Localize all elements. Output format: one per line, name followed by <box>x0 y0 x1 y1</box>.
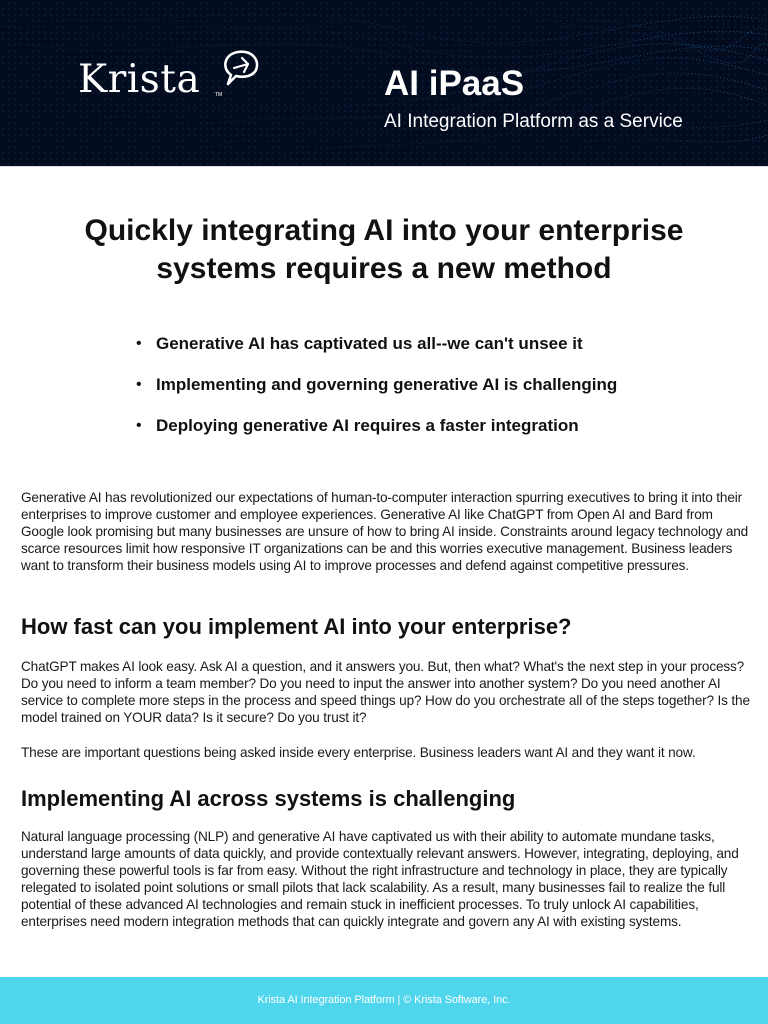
key-points-list <box>136 333 617 456</box>
product-title: AI iPaaS <box>384 64 525 103</box>
section-paragraph: ChatGPT makes AI look easy. Ask AI a question, and it answers you. But, then what? What's the next step in your process? Do you need to inform a team member? Do you need to input the answer into another system? Do you need another AI service to complete more steps in the process and speed things up? How do you orchestrate all of the steps together? Is the model trained on YOUR data? Is it secure? Do you trust it? <box>21 659 750 726</box>
section-paragraph: Natural language processing (NLP) and generative AI have captivated us with their ability to automate mundane tasks, understand large amounts of data quickly, and provide contextually relevant answers. However, integrating, deploying, and governing these powerful tools is far from easy. Without the right infrastructure and technology in place, they are typically relegated to isolated point solutions or small pilots that lack scalability. As a result, many businesses fail to realize the full potential of these advanced AI technologies and remain stuck in inefficient processes. To truly unlock AI capabilities, enterprises need modern integration methods that can quickly integrate and govern any AI with existing systems. <box>21 829 739 930</box>
bullet-icon: • <box>136 335 142 352</box>
footer-copyright: Krista AI Integration Platform | © Krista Software, Inc. <box>257 994 511 1006</box>
speech-bubble-arrow-icon <box>220 46 262 88</box>
section-heading-challenges: Implementing AI across systems is challenging <box>21 786 516 811</box>
product-subtitle: AI Integration Platform as a Service <box>384 111 683 132</box>
key-point <box>136 415 617 456</box>
key-point <box>136 374 617 415</box>
logo-wordmark: Krista <box>78 57 201 102</box>
page-title <box>0 212 768 288</box>
section-paragraph: These are important questions being asked inside every enterprise. Business leaders want AI and they want it now. <box>21 745 696 760</box>
page-title-line-2: systems requires a new method <box>156 252 612 285</box>
page-title-line-1: Quickly integrating AI into your enterprise <box>84 214 684 247</box>
trademark-mark: TM <box>215 92 223 98</box>
bullet-icon: • <box>136 376 142 393</box>
header-divider <box>0 166 768 167</box>
header-banner <box>0 0 768 167</box>
section-heading-implementation-speed: How fast can you implement AI into your enterprise? <box>21 614 572 639</box>
key-point-text: Generative AI has captivated us all--we can't unsee it <box>156 334 583 353</box>
key-point-text: Deploying generative AI requires a faster integration <box>156 416 579 435</box>
bullet-icon: • <box>136 417 142 434</box>
key-point-text: Implementing and governing generative AI is challenging <box>156 375 618 394</box>
footer-bar <box>0 977 768 1024</box>
intro-paragraph: Generative AI has revolutionized our expectations of human-to-computer interaction spurring executives to bring it into their enterprises to improve customer and employee experiences. Generative AI like ChatGPT from Open AI and Bard from Google look promising but many businesses are unsure of how to bring AI inside. Constraints around legacy technology and scarce resources limit how responsive IT organizations can be and this worries executive management. Business leaders want to transform their business models using AI to improve processes and defend against competitive pressures. <box>21 490 749 574</box>
key-point <box>136 333 617 374</box>
